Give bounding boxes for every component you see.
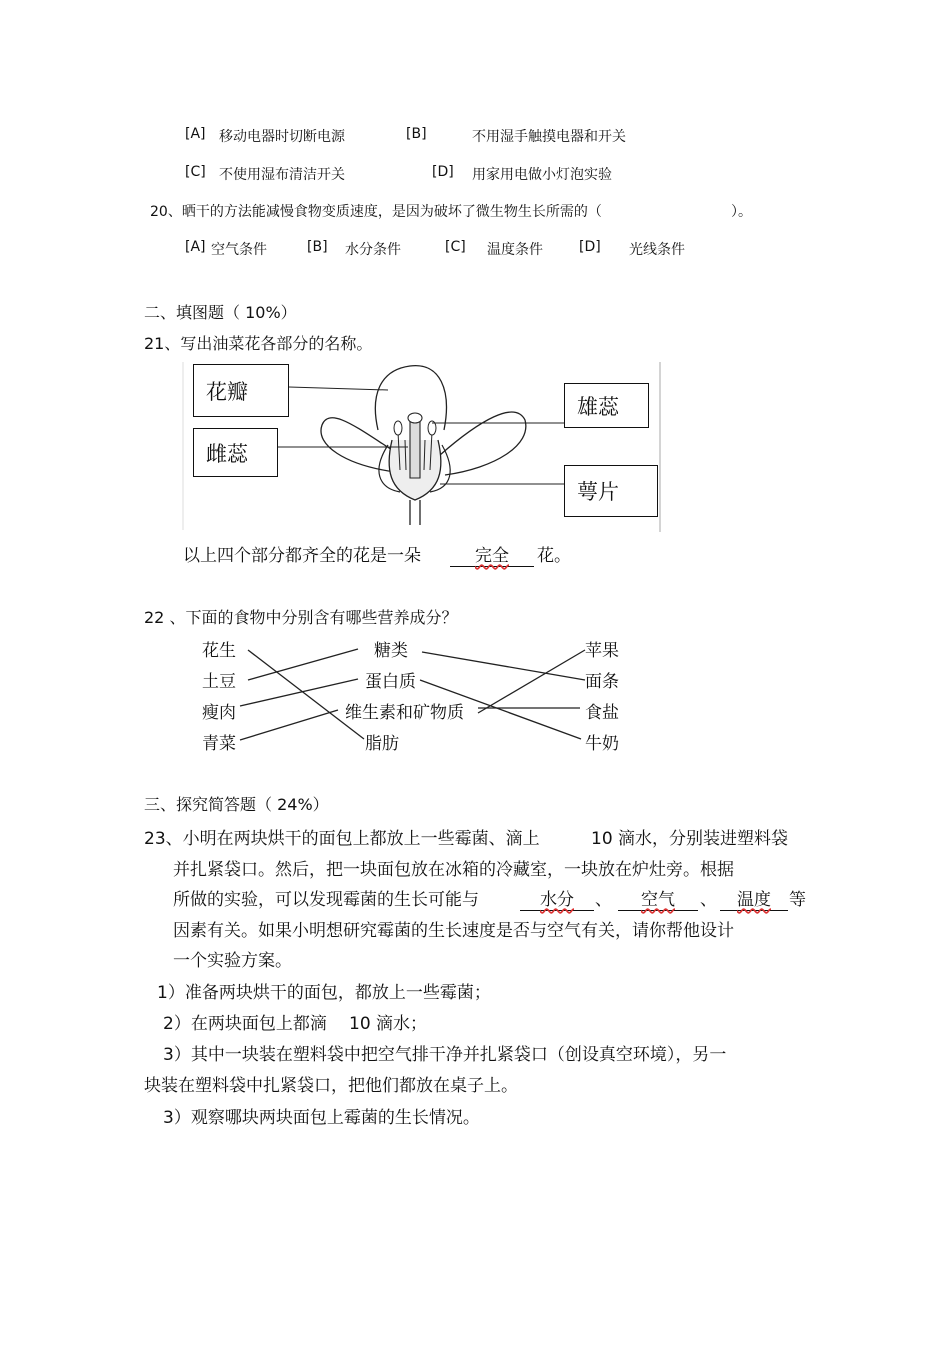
section2-heading: 二、填图题（ 10%） <box>144 303 297 322</box>
q22-left-item: 花生 <box>202 641 236 661</box>
q20-option-b-text: 水分条件 <box>345 242 401 258</box>
q23-line2: 并扎紧袋口。然后，把一块面包放在冰箱的冷藏室，一块放在炉灶旁。根据 <box>173 860 734 880</box>
q19-option-b-text: 不用湿手触摸电器和开关 <box>472 129 626 145</box>
q21-answer: 完全 <box>475 546 509 566</box>
q23-line1: 23、小明在两块烘干的面包上都放上一些霉菌、滴上 <box>144 829 540 849</box>
q23-line1-num: 10 滴水，分别装进塑料袋 <box>591 829 789 849</box>
q20-option-c-text: 温度条件 <box>487 242 543 258</box>
label-box-sepal: 萼片 <box>564 465 658 517</box>
q19-option-c-text: 不使用湿布清洁开关 <box>219 167 345 183</box>
section3-heading: 三、探究简答题（ 24%） <box>144 795 329 814</box>
q23-line5: 一个实验方案。 <box>173 951 292 971</box>
q23-blank-3 <box>720 885 788 911</box>
q22-middle-item: 维生素和矿物质 <box>345 703 464 723</box>
q23-step: 3）观察哪块两块面包上霉菌的生长情况。 <box>163 1108 480 1128</box>
q19-option-d-text: 用家用电做小灯泡实验 <box>472 167 612 183</box>
q22-right-item: 食盐 <box>585 703 619 723</box>
label-box-stamen: 雄蕊 <box>564 383 649 428</box>
q20-option-c-key: [C] <box>445 239 466 255</box>
q23-blank-2 <box>618 885 698 911</box>
q22-stem: 22 、下面的食物中分别含有哪些营养成分？ <box>144 608 458 627</box>
q20-stem-end: ）。 <box>731 204 752 220</box>
q23-sep-1: 、 <box>595 890 612 910</box>
q23-sep-2: 、 <box>700 890 717 910</box>
q23-step-num: 10 滴水； <box>349 1014 428 1034</box>
q23-step: 3）其中一块装在塑料袋中把空气排干净并扎紧袋口（创设真空环境），另一 <box>163 1045 727 1065</box>
q23-line3-post: 等 <box>789 890 806 910</box>
label-box-pistil: 雌蕊 <box>193 428 278 477</box>
q20-stem: 20、晒干的方法能减慢食物变质速度，是因为破坏了微生物生长所需的（ <box>150 204 602 220</box>
q22-left-item: 土豆 <box>202 672 236 692</box>
q22-right-item: 苹果 <box>585 641 619 661</box>
q22-middle-item: 脂肪 <box>365 734 399 754</box>
label-box-petal: 花瓣 <box>193 364 289 417</box>
q22-middle-item: 糖类 <box>374 641 408 661</box>
q20-option-d-text: 光线条件 <box>629 242 685 258</box>
q19-option-b-key: [B] <box>406 126 427 142</box>
q23-step: 1）准备两块烘干的面包，都放上一些霉菌； <box>157 983 491 1003</box>
q21-sentence-pre: 以上四个部分都齐全的花是一朵 <box>183 546 421 566</box>
q22-right-item: 牛奶 <box>585 734 619 754</box>
q23-answer-2: 空气 <box>641 890 675 910</box>
q20-option-b-key: [B] <box>307 239 328 255</box>
q23-answer-1: 水分 <box>540 890 574 910</box>
q20-option-a-text: 空气条件 <box>211 242 267 258</box>
q22-middle-item: 蛋白质 <box>365 672 416 692</box>
q23-blank-1 <box>520 885 594 911</box>
q19-option-c-key: [C] <box>185 164 206 180</box>
q23-step: 块装在塑料袋中扎紧袋口，把他们都放在桌子上。 <box>144 1076 518 1096</box>
q19-option-a-key: [A] <box>185 126 206 142</box>
q23-step: 2）在两块面包上都滴 <box>163 1014 327 1034</box>
q23-line4: 因素有关。如果小明想研究霉菌的生长速度是否与空气有关，请你帮他设计 <box>173 921 734 941</box>
q22-left-item: 瘦肉 <box>202 703 236 723</box>
q19-option-d-key: [D] <box>432 164 454 180</box>
q20-option-d-key: [D] <box>579 239 601 255</box>
q20-option-a-key: [A] <box>185 239 206 255</box>
q19-option-a-text: 移动电器时切断电源 <box>219 129 345 145</box>
q23-line3-pre: 所做的实验，可以发现霉菌的生长可能与 <box>173 890 479 910</box>
q23-answer-3: 温度 <box>737 890 771 910</box>
q22-right-item: 面条 <box>585 672 619 692</box>
q21-stem: 21、写出油菜花各部分的名称。 <box>144 334 373 353</box>
q22-left-item: 青菜 <box>202 734 236 754</box>
q21-sentence-post: 花。 <box>537 546 571 566</box>
